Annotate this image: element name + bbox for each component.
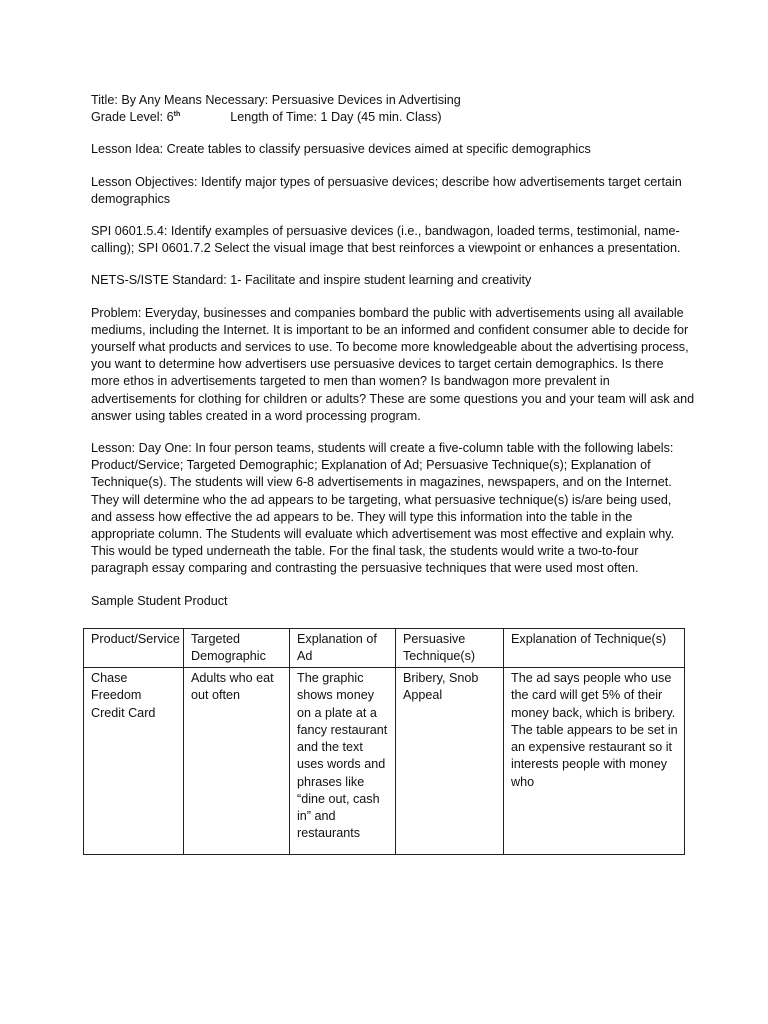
cell-explanation-of-ad	[290, 668, 396, 855]
cell-targeted-demographic	[184, 668, 290, 855]
cell-text: The ad says people who use the card will get 5% of their money back, which is bribery. The table appears to be set in an expensive restaurant so it interests people with money who	[511, 671, 678, 789]
spi-standards: SPI 0601.5.4: Identify examples of persuasive devices (i.e., bandwagon, loaded terms, testimonial, name-calling); SPI 0601.7.2 Select the visual image that best reinforces a viewpoint or enhances a presentation.	[91, 224, 681, 256]
nets-standard: NETS-S/ISTE Standard: 1- Facilitate and inspire student learning and creativity	[91, 273, 532, 288]
lesson-paragraph: Lesson: Day One: In four person teams, students will create a five-column table with the following labels: Product/Service; Targeted Demographic; Explanation of Ad; Persuasive Technique(s); Explanation of Technique(s). The students will view 6-8 advertisements in magazines, newspapers, and on the Internet. They will determine who the ad appears to be targeting, what persuasive technique(s) is/are being used, and assess how effective the ad appears to be. They will type this information into the table in the appropriate column. The Students will evaluate which advertisement was most effective and explain why. This would be typed underneath the table. For the final task, the students would write a two-to-four paragraph essay comparing and contrasting the persuasive techniques that were used most often.	[91, 441, 675, 576]
table-row	[84, 668, 685, 855]
header-targeted-demographic: Targeted Demographic	[184, 628, 290, 667]
grade-line	[91, 109, 695, 126]
cell-text: Chase Freedom Credit Card	[91, 671, 156, 720]
grade-level: Grade Level: 6	[91, 110, 174, 125]
header-product-service: Product/Service	[84, 628, 184, 667]
sample-product-table	[83, 628, 685, 855]
lesson-idea: Lesson Idea: Create tables to classify persuasive devices aimed at specific demographics	[91, 142, 591, 157]
cell-text: The graphic shows money on a plate at a fancy restaurant and the text uses words and phrases like “dine out, cash in” and restaurants	[297, 671, 388, 841]
header-explanation-of-ad: Explanation of Ad	[290, 628, 396, 667]
title-line: Title: By Any Means Necessary: Persuasive Devices in Advertising	[91, 93, 461, 107]
cell-product-service	[84, 668, 184, 855]
problem-paragraph: Problem: Everyday, businesses and companies bombard the public with advertisements using all available mediums, including the Internet. It is important to be an informed and confident consumer able to decide for yourself what products and services to use. To become more knowledgeable about the advertising process, you want to determine how advertisers use persuasive devices to target certain demographics. Is there more ethos in advertisements targeted to men than women? Is bandwagon more prevalent in advertisements for clothing for children or adults? These are some questions you and your team will ask and answer using tables created in a word processing program.	[91, 305, 695, 423]
table-header-row	[84, 628, 685, 667]
cell-persuasive-techniques	[396, 668, 504, 855]
header-persuasive-techniques: Persuasive Technique(s)	[396, 628, 504, 667]
header-explanation-of-techniques: Explanation of Technique(s)	[504, 628, 685, 667]
cell-text: Bribery, Snob Appeal	[403, 671, 479, 703]
document-body	[91, 92, 695, 855]
cell-explanation-of-techniques	[504, 668, 685, 855]
length-of-time: Length of Time: 1 Day (45 min. Class)	[230, 110, 442, 125]
lesson-objectives: Lesson Objectives: Identify major types of persuasive devices; describe how advertisements target certain demographics	[91, 174, 682, 206]
grade-superscript: th	[173, 111, 181, 119]
sample-title: Sample Student Product	[91, 593, 228, 608]
cell-text: Adults who eat out often	[191, 671, 274, 703]
